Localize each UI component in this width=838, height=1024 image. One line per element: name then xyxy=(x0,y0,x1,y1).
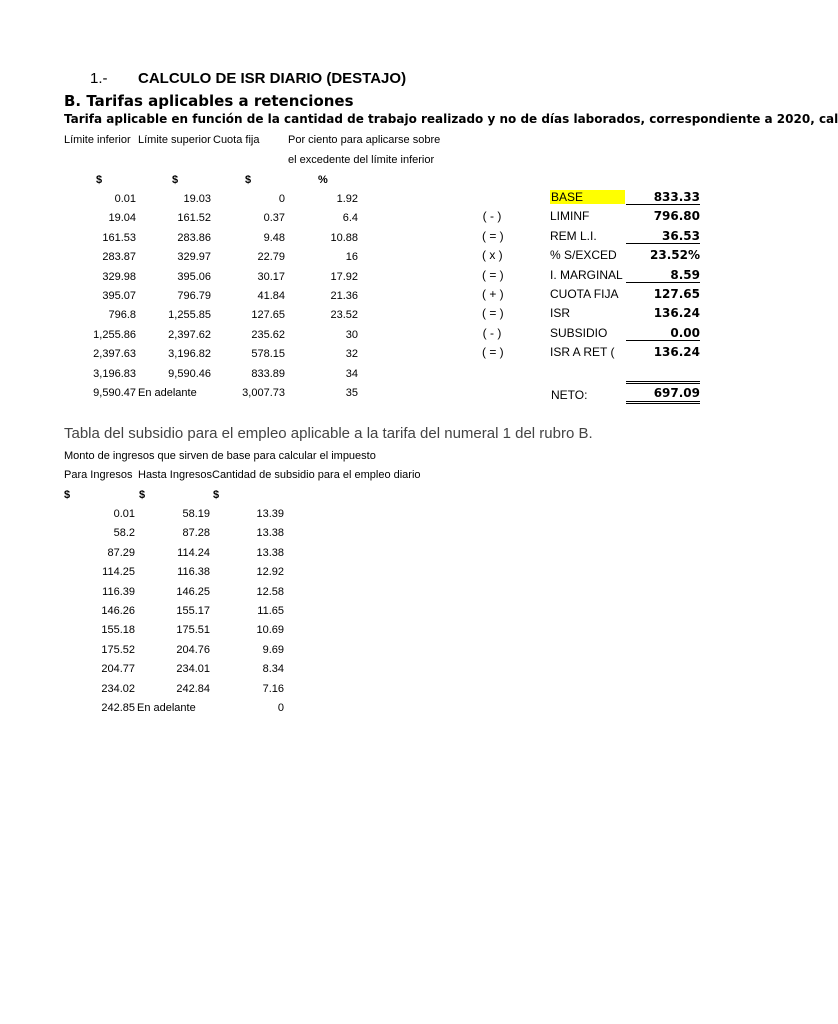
unit-label: $ xyxy=(139,489,146,501)
subsidio-cell: 0 xyxy=(277,702,284,714)
tarifa-cell: 578.15 xyxy=(251,348,285,361)
subsidio-note: Monto de ingresos que sirven de base para calcular el impuesto xyxy=(64,450,376,462)
unit-label: % xyxy=(318,174,328,186)
tarifa-cell: 0 xyxy=(278,193,285,205)
subsidio-cell: 12.58 xyxy=(256,585,284,598)
tarifa-cell: 21.36 xyxy=(330,290,358,302)
col-header-limite-inferior: Límite inferior xyxy=(64,134,131,146)
calc-value: 833.33 xyxy=(626,190,700,205)
tarifa-cell: 833.89 xyxy=(251,367,285,380)
tarifa-cell: 32 xyxy=(345,348,358,361)
calc-operator: ( = ) xyxy=(482,228,504,243)
tarifa-cell: 3,196.83 xyxy=(93,367,136,380)
page-title: CALCULO DE ISR DIARIO (DESTAJO) xyxy=(138,70,407,87)
calc-label-base: BASE xyxy=(550,190,625,204)
subsidio-cell: 155.18 xyxy=(101,624,135,637)
subsidio-cell: 13.39 xyxy=(256,508,284,520)
calc-operator: ( - ) xyxy=(482,209,502,224)
subsidio-cell: 7.16 xyxy=(262,682,284,695)
tarifa-cell: 1.92 xyxy=(336,193,358,205)
calc-label: % S/EXCED xyxy=(550,248,617,263)
tarifa-cell: 329.98 xyxy=(102,270,136,283)
calc-value: 796.80 xyxy=(653,209,700,224)
subsidio-cell: 13.38 xyxy=(256,527,284,540)
subsidio-cell: 116.38 xyxy=(177,566,210,579)
calc-value: 36.53 xyxy=(626,229,700,244)
unit-label: $ xyxy=(172,174,179,186)
calc-operator: ( + ) xyxy=(482,287,504,301)
calc-value: 0.00 xyxy=(626,326,700,341)
subsidio-cell: 87.29 xyxy=(107,546,135,559)
subsidio-cell: 58.19 xyxy=(182,508,210,520)
total-double-rule xyxy=(626,374,700,384)
subsidio-cell: 8.34 xyxy=(262,663,284,676)
tarifa-cell: 329.97 xyxy=(177,251,211,264)
tarifa-cell: 2,397.62 xyxy=(168,328,211,341)
calc-label: ISR A RET ( xyxy=(550,345,615,360)
tarifa-cell: 9.48 xyxy=(263,231,285,244)
tarifa-cell: 1,255.85 xyxy=(168,309,211,322)
col-header-cantidad-subsidio: Cantidad de subsidio para el empleo diario xyxy=(212,469,421,481)
unit-label: $ xyxy=(64,489,71,501)
unit-label: $ xyxy=(213,489,220,501)
col-header-por-ciento: Por ciento para aplicarse sobre xyxy=(288,134,441,146)
calc-label: REM L.I. xyxy=(550,228,597,243)
subsidio-cell: 175.52 xyxy=(101,643,135,656)
calc-label: SUBSIDIO xyxy=(550,325,608,340)
subsidio-cell: 87.28 xyxy=(182,527,210,540)
subsidio-cell: 146.25 xyxy=(176,585,210,598)
tarifa-cell: 35 xyxy=(345,387,358,399)
tarifa-cell: 0.37 xyxy=(263,212,285,225)
tarifa-cell: 3,196.82 xyxy=(168,348,211,361)
col-header-para-ingresos: Para Ingresos xyxy=(64,469,133,481)
subsidio-cell: 114.24 xyxy=(177,546,210,559)
tarifa-cell: 161.52 xyxy=(177,212,211,225)
unit-label: $ xyxy=(96,174,103,186)
calc-value: 127.65 xyxy=(653,287,700,301)
tarifa-cell: 23.52 xyxy=(330,309,358,322)
subsidio-cell: 114.25 xyxy=(102,566,135,579)
unit-label: $ xyxy=(245,174,252,186)
subsidio-cell: 155.17 xyxy=(176,605,210,617)
tarifa-cell: 796.8 xyxy=(108,309,136,322)
tarifa-cell: 6.4 xyxy=(342,212,358,225)
tarifa-cell: 127.65 xyxy=(251,309,285,322)
subsidio-cell: 10.69 xyxy=(256,624,284,637)
tarifa-cell: 41.84 xyxy=(257,290,285,302)
section-subtitle: B. Tarifas aplicables a retenciones xyxy=(64,92,354,110)
neto-label: NETO: xyxy=(551,388,588,402)
neto-value: 697.09 xyxy=(626,386,700,404)
subsidio-cell: 242.85 xyxy=(101,702,135,714)
subsidio-cell: 146.26 xyxy=(101,605,135,617)
subsidio-cell: 116.39 xyxy=(102,585,135,598)
calc-operator: ( - ) xyxy=(482,325,502,340)
tarifa-cell: 283.87 xyxy=(102,251,136,264)
subsidio-cell: 9.69 xyxy=(262,643,284,656)
tarifa-cell: 19.03 xyxy=(183,193,211,205)
calc-label: I. MARGINAL xyxy=(550,267,623,282)
subsidio-cell: 58.2 xyxy=(113,527,135,540)
tarifa-cell: 0.01 xyxy=(114,193,136,205)
tarifa-cell: 1,255.86 xyxy=(93,328,136,341)
tarifa-cell: 395.07 xyxy=(102,290,136,302)
subsidio-cell: 0.01 xyxy=(113,508,135,520)
tarifa-cell: 19.04 xyxy=(108,212,136,225)
calc-label: CUOTA FIJA xyxy=(550,287,619,301)
tarifa-cell: 283.86 xyxy=(177,231,211,244)
tarifa-cell: 30 xyxy=(345,328,358,341)
tarifa-cell: 796.79 xyxy=(177,290,211,302)
calc-label: ISR xyxy=(550,306,571,321)
subsidio-cell: 234.02 xyxy=(101,682,135,695)
tarifa-cell: 10.88 xyxy=(330,231,358,244)
section-number: 1.- xyxy=(90,70,108,87)
tarifa-cell: 9,590.46 xyxy=(168,367,211,380)
tarifa-cell: 34 xyxy=(345,367,358,380)
calc-operator: ( x ) xyxy=(482,248,503,263)
col-header-limite-superior: Límite superior xyxy=(138,134,211,146)
subsidio-cell: 11.65 xyxy=(257,605,284,617)
tarifa-cell: En adelante xyxy=(138,387,197,399)
tarifa-cell: 3,007.73 xyxy=(242,387,285,399)
tarifa-cell: 9,590.47 xyxy=(93,387,136,399)
tarifa-cell: 17.92 xyxy=(330,270,358,283)
section-description: Tarifa aplicable en función de la cantidad de trabajo realizado y no de días laborados, correspondiente a 2020, cal xyxy=(64,112,838,126)
tarifa-cell: 16 xyxy=(345,251,358,264)
calc-value: 136.24 xyxy=(653,306,700,321)
tarifa-cell: 2,397.63 xyxy=(93,348,136,361)
calc-value: 8.59 xyxy=(626,268,700,283)
col-header-hasta-ingresos: Hasta Ingresos xyxy=(138,469,212,481)
subsidio-cell: 242.84 xyxy=(176,682,210,695)
calc-value: 136.24 xyxy=(653,345,700,360)
calc-operator: ( = ) xyxy=(482,345,504,360)
col-header-cuota-fija: Cuota fija xyxy=(213,134,260,146)
tarifa-cell: 161.53 xyxy=(102,231,136,244)
tarifa-cell: 395.06 xyxy=(177,270,211,283)
subsidio-cell: 12.92 xyxy=(256,566,284,579)
calc-value: 23.52% xyxy=(650,248,700,263)
tarifa-cell: 30.17 xyxy=(257,270,285,283)
subsidio-title: Tabla del subsidio para el empleo aplicable a la tarifa del numeral 1 del rubro B. xyxy=(64,425,593,442)
tarifa-cell: 235.62 xyxy=(251,328,285,341)
subsidio-cell: 204.76 xyxy=(176,643,210,656)
calc-operator: ( = ) xyxy=(482,306,504,321)
subsidio-cell: 204.77 xyxy=(101,663,135,676)
subsidio-cell: 175.51 xyxy=(176,624,210,637)
calc-operator: ( = ) xyxy=(482,267,504,282)
calc-label: LIMINF xyxy=(550,209,590,224)
subsidio-cell: En adelante xyxy=(137,702,196,714)
subsidio-cell: 13.38 xyxy=(256,546,284,559)
col-header-excedente: el excedente del límite inferior xyxy=(288,154,435,166)
subsidio-cell: 234.01 xyxy=(176,663,210,676)
tarifa-cell: 22.79 xyxy=(257,251,285,264)
